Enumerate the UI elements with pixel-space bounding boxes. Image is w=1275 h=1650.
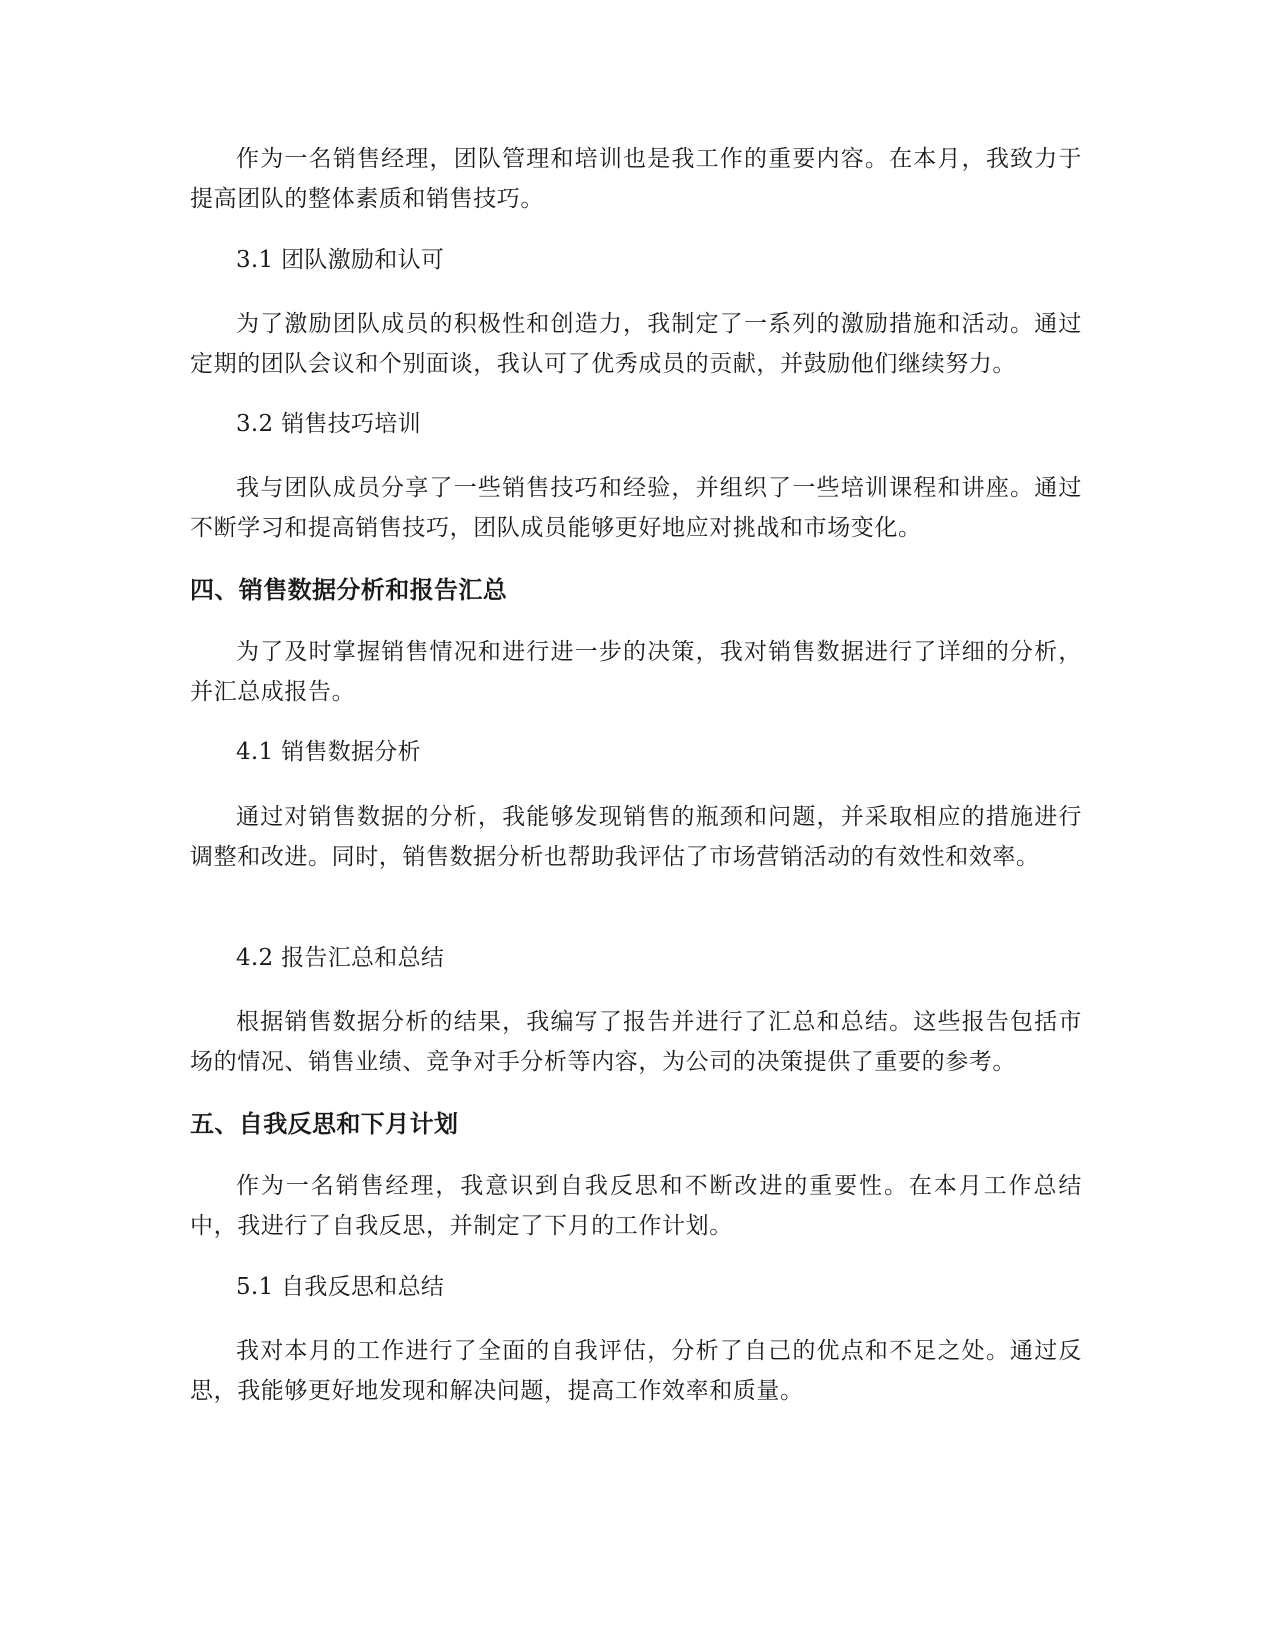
paragraph-data-analysis-intro: 为了及时掌握销售情况和进行进一步的决策，我对销售数据进行了详细的分析，并汇总成报告。 [190, 639, 1082, 705]
paragraph-team-management-intro: 作为一名销售经理，团队管理和培训也是我工作的重要内容。在本月，我致力于提高团队的整体素质和销售技巧。 [190, 146, 1082, 212]
paragraph-sales-data-analysis: 通过对销售数据的分析，我能够发现销售的瓶颈和问题，并采取相应的措施进行调整和改进。同时，销售数据分析也帮助我评估了市场营销活动的有效性和效率。 [190, 804, 1082, 870]
subheading-3-1: 3.1 团队激励和认可 [236, 247, 445, 273]
paragraph-self-evaluation: 我对本月的工作进行了全面的自我评估，分析了自己的优点和不足之处。通过反思，我能够更好地发现和解决问题，提高工作效率和质量。 [190, 1338, 1082, 1404]
section-heading-4: 四、销售数据分析和报告汇总 [190, 576, 508, 604]
paragraph-sales-training: 我与团队成员分享了一些销售技巧和经验，并组织了一些培训课程和讲座。通过不断学习和提高销售技巧，团队成员能够更好地应对挑战和市场变化。 [190, 475, 1082, 541]
subheading-3-2: 3.2 销售技巧培训 [236, 411, 421, 437]
paragraph-self-reflection-intro: 作为一名销售经理，我意识到自我反思和不断改进的重要性。在本月工作总结中，我进行了自我反思，并制定了下月的工作计划。 [190, 1173, 1082, 1239]
section-heading-5: 五、自我反思和下月计划 [190, 1110, 459, 1138]
paragraph-report-summary: 根据销售数据分析的结果，我编写了报告并进行了汇总和总结。这些报告包括市场的情况、销售业绩、竞争对手分析等内容，为公司的决策提供了重要的参考。 [190, 1009, 1082, 1075]
subheading-5-1: 5.1 自我反思和总结 [236, 1274, 445, 1300]
paragraph-team-motivation: 为了激励团队成员的积极性和创造力，我制定了一系列的激励措施和活动。通过定期的团队会议和个别面谈，我认可了优秀成员的贡献，并鼓励他们继续努力。 [190, 311, 1082, 377]
subheading-4-1: 4.1 销售数据分析 [236, 739, 421, 765]
subheading-4-2: 4.2 报告汇总和总结 [236, 945, 445, 971]
